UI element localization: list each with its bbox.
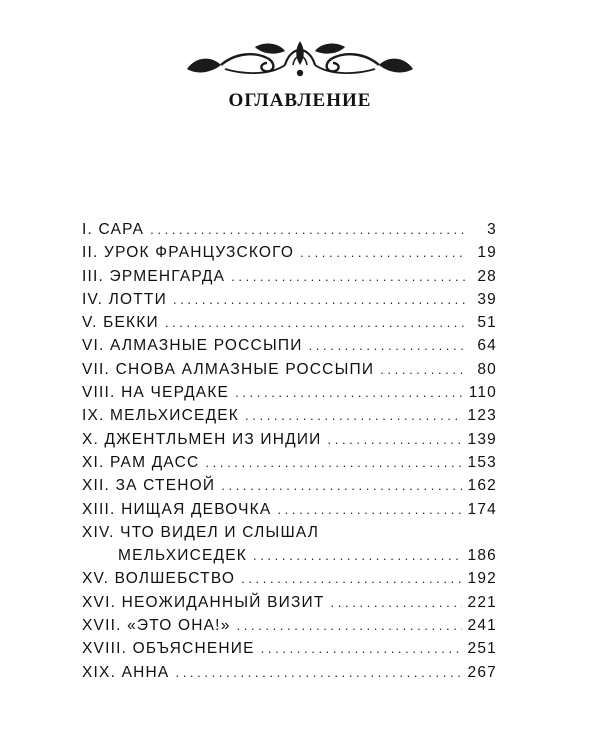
toc-entry-label: XII. ЗА СТЕНОЙ — [82, 477, 216, 495]
toc-entry[interactable] — [82, 428, 497, 451]
toc-entry-page: 51 — [477, 314, 497, 332]
toc-entry-label: VII. СНОВА АЛМАЗНЫЕ РОССЫПИ — [82, 360, 375, 378]
toc-entry-page: 110 — [468, 384, 497, 402]
dot-leader — [331, 591, 462, 614]
toc-entry-page: 64 — [477, 337, 497, 355]
dot-leader — [221, 474, 461, 497]
toc-entry-label: VI. АЛМАЗНЫЕ РОССЫПИ — [82, 337, 303, 355]
dot-leader — [245, 404, 462, 427]
dot-leader — [173, 288, 467, 311]
dot-leader — [380, 358, 467, 381]
toc-entry-page: 251 — [467, 640, 497, 658]
toc-entry[interactable] — [82, 334, 497, 357]
table-of-contents — [82, 218, 497, 684]
toc-entry[interactable] — [82, 358, 497, 381]
toc-entry-label: XV. ВОЛШЕБСТВО — [82, 570, 236, 588]
toc-entry-page: 186 — [467, 547, 497, 565]
toc-entry[interactable] — [82, 311, 497, 334]
toc-entry-label: III. ЭРМЕНГАРДА — [82, 267, 226, 285]
toc-entry[interactable] — [82, 567, 497, 590]
toc-entry-label: V. БЕККИ — [82, 314, 159, 332]
toc-entry-label-continued: МЕЛЬХИСЕДЕК — [118, 547, 247, 565]
toc-entry-page: 28 — [477, 267, 497, 285]
dot-leader — [231, 265, 467, 288]
toc-entry-page: 174 — [467, 500, 497, 518]
toc-entry-label: XVIII. ОБЪЯСНЕНИЕ — [82, 640, 255, 658]
dot-leader — [241, 567, 461, 590]
toc-entry[interactable] — [82, 381, 497, 404]
toc-entry-label: II. УРОК ФРАНЦУЗСКОГО — [82, 244, 295, 262]
toc-entry[interactable] — [82, 288, 497, 311]
toc-entry[interactable] — [82, 265, 497, 288]
page-title: ОГЛАВЛЕНИЕ — [228, 90, 372, 111]
dot-leader — [309, 334, 467, 357]
toc-entry[interactable] — [82, 614, 497, 637]
toc-entry-label: IV. ЛОТТИ — [82, 290, 167, 308]
toc-entry-page: 39 — [477, 290, 497, 308]
toc-entry-label: XVII. «ЭТО ОНА!» — [82, 617, 231, 635]
toc-entry-page: 3 — [487, 221, 497, 238]
toc-entry-label: XIV. ЧТО ВИДЕЛ И СЛЫШАЛ — [82, 523, 320, 541]
dot-leader — [150, 218, 467, 241]
toc-entry[interactable] — [82, 661, 497, 684]
toc-entry[interactable] — [82, 521, 497, 568]
toc-entry-label: VIII. НА ЧЕРДАКЕ — [82, 384, 230, 402]
toc-entry-label: XVI. НЕОЖИДАННЫЙ ВИЗИТ — [82, 593, 325, 611]
toc-entry-page: 80 — [477, 360, 497, 378]
toc-entry-label: X. ДЖЕНТЛЬМЕН ИЗ ИНДИИ — [82, 430, 322, 448]
toc-entry-page: 241 — [467, 617, 497, 635]
dot-leader — [300, 241, 467, 264]
dot-leader — [261, 637, 462, 660]
toc-entry[interactable] — [82, 591, 497, 614]
dot-leader — [277, 498, 461, 521]
toc-entry-page: 162 — [467, 477, 497, 495]
dot-leader — [235, 381, 463, 404]
toc-entry-label: IX. МЕЛЬХИСЕДЕК — [82, 407, 240, 425]
dot-leader — [328, 428, 462, 451]
toc-entry-label: XI. РАМ ДАСС — [82, 453, 200, 471]
dot-leader — [205, 451, 461, 474]
toc-entry-page: 221 — [467, 593, 497, 611]
dot-leader — [237, 614, 462, 637]
toc-entry-label: I. САРА — [82, 221, 145, 238]
toc-entry-page: 123 — [467, 407, 497, 425]
toc-entry-label: XIII. НИЩАЯ ДЕВОЧКА — [82, 500, 272, 518]
toc-entry[interactable] — [82, 241, 497, 264]
toc-entry[interactable] — [82, 498, 497, 521]
toc-entry-page: 139 — [467, 430, 497, 448]
toc-entry-label: XIX. АННА — [82, 663, 170, 681]
toc-entry-page: 19 — [477, 244, 497, 262]
toc-entry[interactable] — [82, 474, 497, 497]
dot-leader — [165, 311, 467, 334]
dot-leader — [175, 661, 461, 684]
toc-entry[interactable] — [82, 451, 497, 474]
toc-entry[interactable] — [82, 404, 497, 427]
toc-entry-page: 192 — [467, 570, 497, 588]
toc-entry-page: 267 — [467, 663, 497, 681]
toc-entry[interactable] — [82, 637, 497, 660]
dot-leader — [253, 544, 462, 567]
floral-ornament-icon — [185, 35, 415, 83]
toc-entry[interactable] — [82, 218, 497, 241]
toc-entry-page: 153 — [467, 453, 497, 471]
